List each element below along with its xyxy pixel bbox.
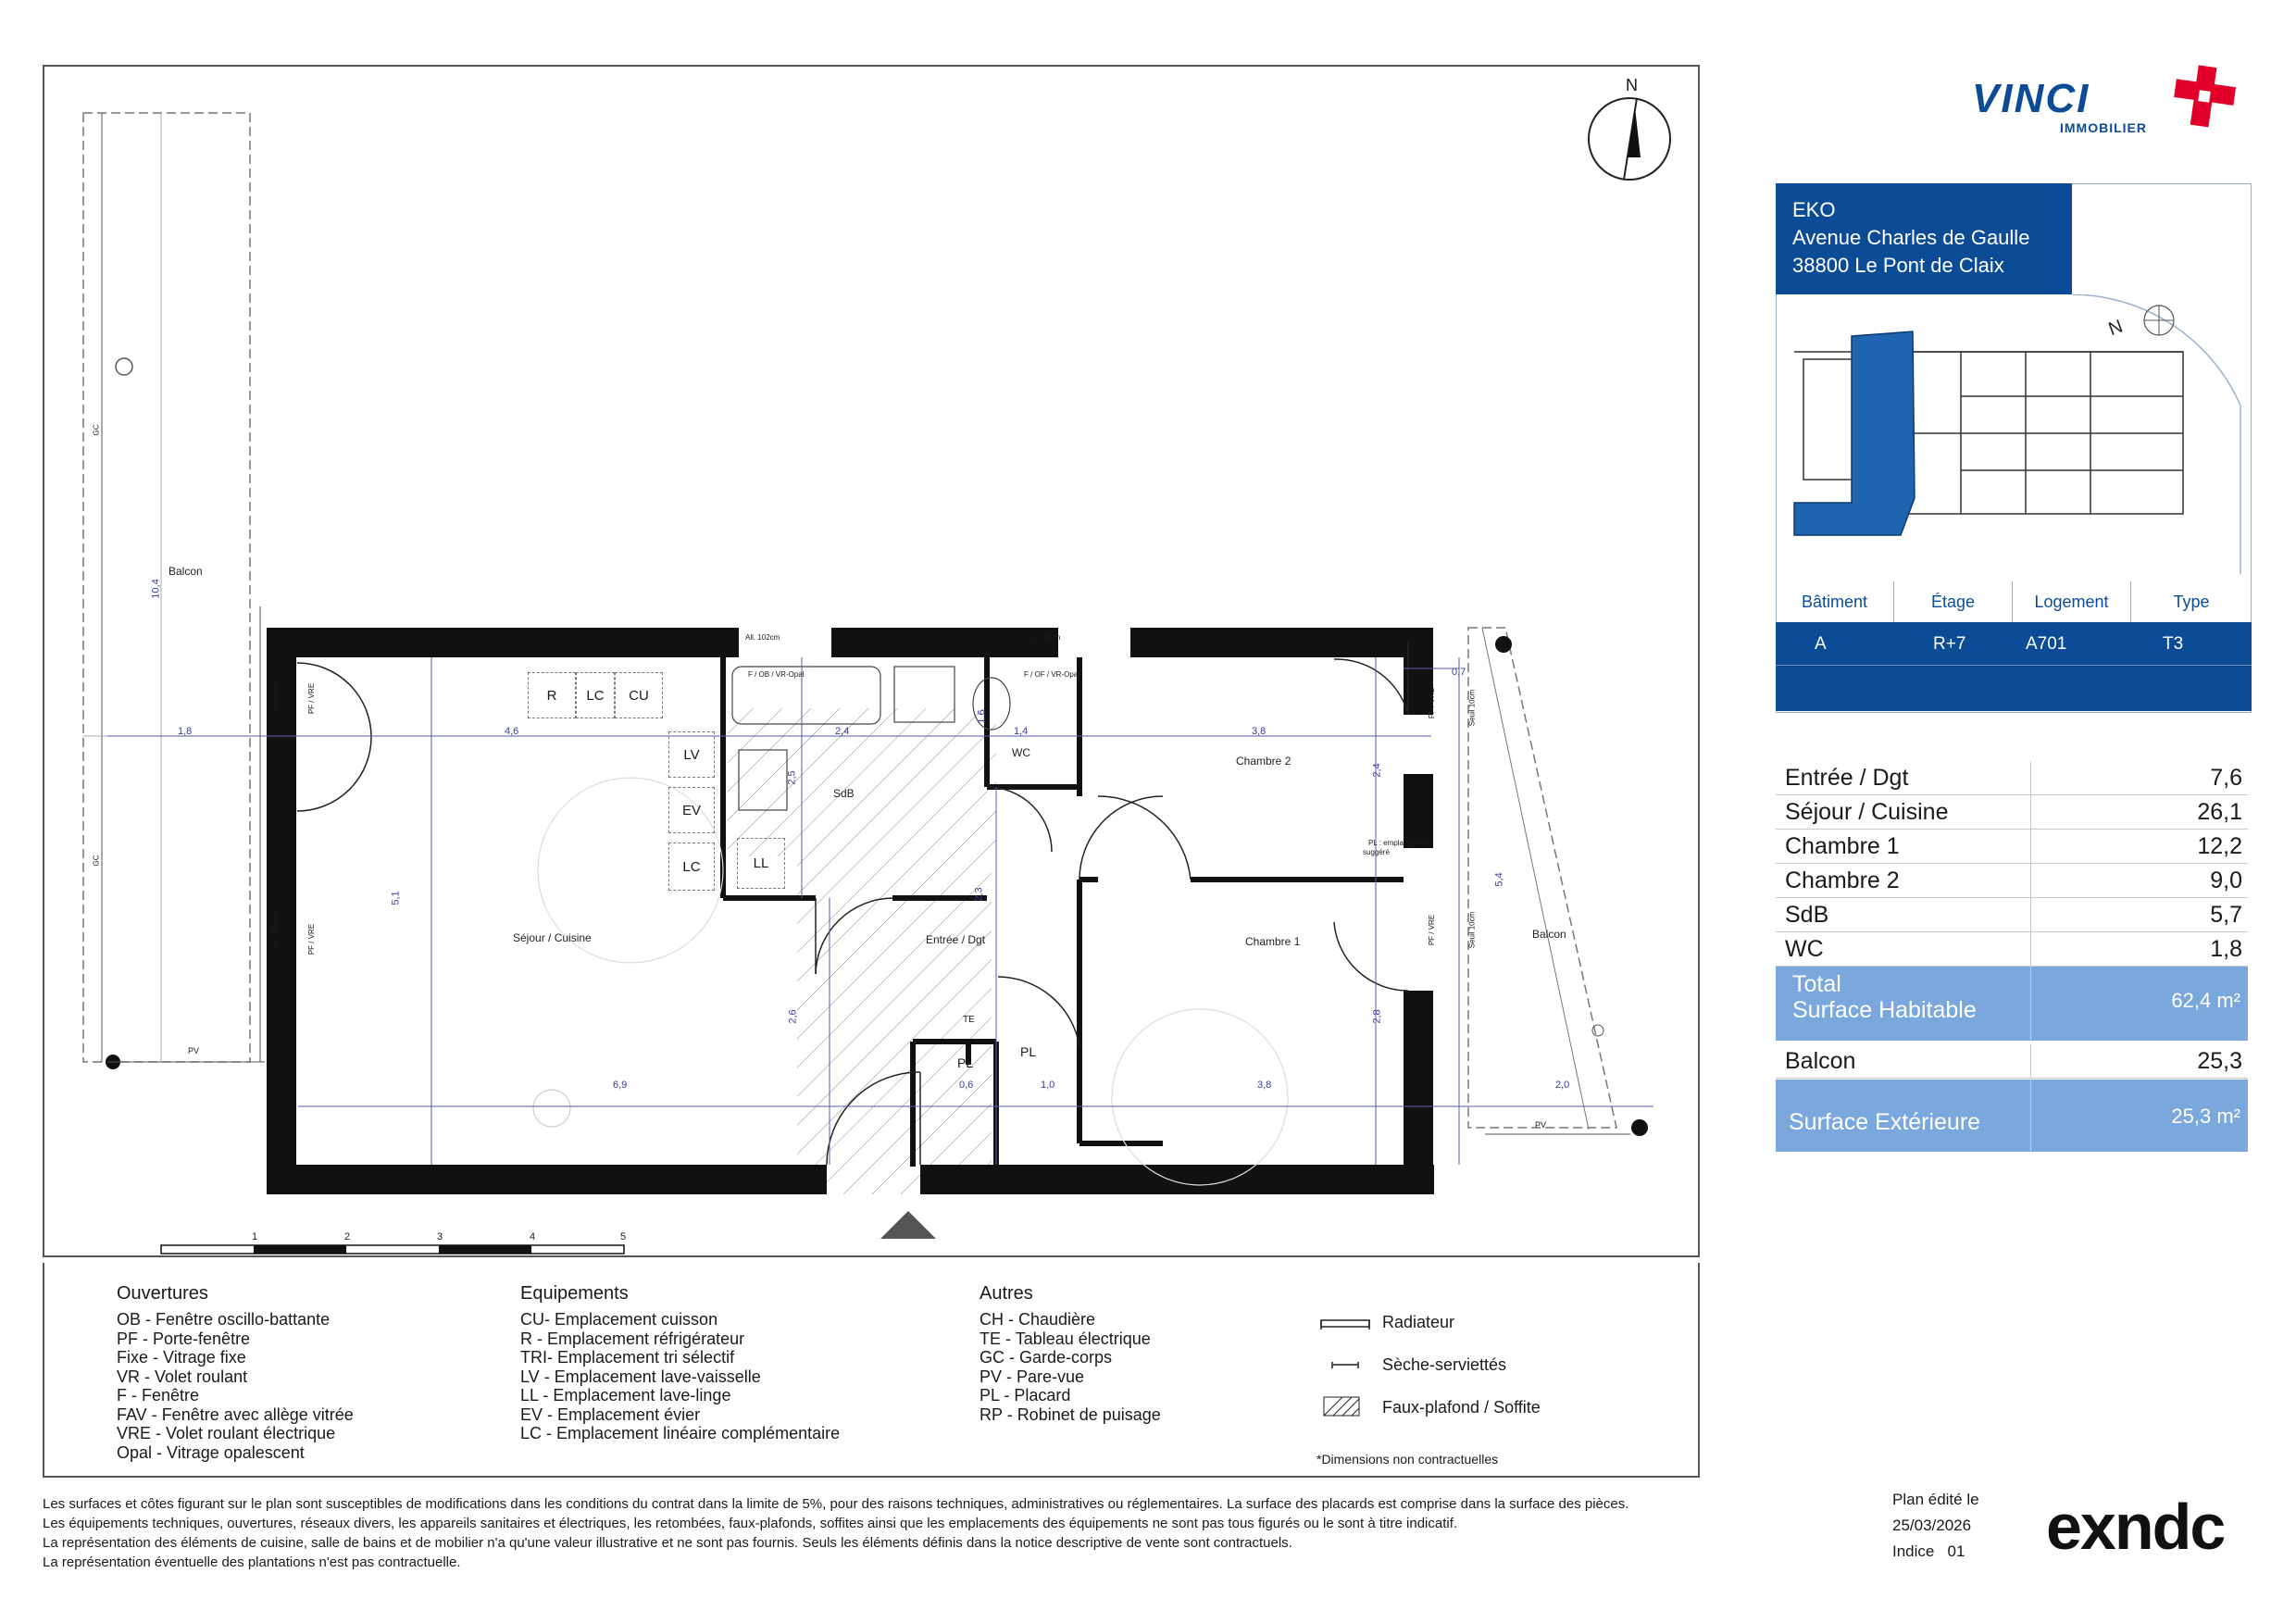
info-header-logement: Logement [2013, 581, 2131, 622]
equip-ev: EV [668, 787, 715, 833]
surface-label: SdB [1785, 902, 1829, 928]
legend-sep: - [532, 1329, 547, 1348]
legend-sep: - [140, 1367, 156, 1386]
legend-autres-item [980, 1405, 1161, 1425]
legend-code: LC [520, 1424, 543, 1442]
legend-equipements-item [520, 1330, 840, 1349]
balcon-label: Balcon [1785, 1048, 1856, 1074]
left-balcony [83, 113, 265, 1069]
surface-value: 5,7 [2210, 902, 2242, 928]
legend-autres-item [980, 1386, 1161, 1405]
equip-lc: LC [576, 672, 615, 718]
legend-sep: - [1004, 1310, 1018, 1329]
exterior-value: 25,3 m² [2171, 1105, 2240, 1128]
equip-lc2: LC [668, 843, 715, 891]
info-values-divider [1776, 665, 2252, 666]
exterior-row [1776, 1080, 2248, 1152]
legend-code: LV [520, 1367, 540, 1386]
legend-code: FAV [117, 1405, 147, 1424]
logo-wordmark: VINCI [1972, 76, 2090, 121]
scale-tick-4: 4 [530, 1231, 536, 1242]
legend-sep: - [141, 1310, 156, 1329]
room-chambre1: Chambre 1 [1245, 935, 1301, 948]
surface-value: 26,1 [2197, 799, 2242, 825]
legend-label: Garde-corps [1019, 1348, 1113, 1367]
legend-seche: Sèche-serviettés [1382, 1355, 1507, 1374]
total-label-1: Total [1792, 971, 1841, 997]
legend-ouvertures-item [117, 1405, 354, 1425]
legend-code: PF [117, 1329, 139, 1348]
legend-label: Emplacement cuisson [555, 1310, 718, 1329]
dim-10-4: 10,4 [150, 579, 162, 599]
legend-autres-item [980, 1348, 1161, 1367]
scale-tick-3: 3 [437, 1231, 443, 1242]
surface-label: Chambre 2 [1785, 868, 1900, 893]
hatch-entree [797, 856, 992, 1194]
legend-code: LL [520, 1386, 539, 1405]
legend-label: Vitrage fixe [163, 1348, 246, 1367]
dim-0-7: 0,7 [1452, 667, 1466, 678]
room-balcon-left: Balcon [168, 565, 203, 578]
legend-sep: - [1002, 1367, 1017, 1386]
equip-pl1: PL [957, 1055, 974, 1070]
info-header-etage: Étage [1894, 581, 2013, 622]
note-pf-1: PF / VRE [307, 682, 317, 715]
dim-2-4: 2,4 [835, 726, 850, 737]
dim-4-6: 4,6 [505, 726, 519, 737]
legend-label: Porte-fenêtre [153, 1329, 251, 1348]
program-address: Avenue Charles de Gaulle [1792, 226, 2030, 249]
towel-dryer-icon [1319, 1359, 1371, 1372]
info-value-batiment: A [1815, 634, 1827, 654]
legend-code: GC [980, 1348, 1004, 1367]
legend-sep: - [544, 1310, 555, 1329]
legend-sep: - [151, 1424, 167, 1442]
note-win-2: F / OF / VR-Opal [1024, 670, 1080, 679]
equip-gc2: GC [92, 855, 101, 867]
balcon-row [1776, 1044, 2248, 1079]
mini-building-plan [1776, 294, 2252, 574]
scale-tick-5: 5 [620, 1231, 627, 1242]
dim-2-6: 2,6 [787, 1009, 799, 1024]
legend-code: OB [117, 1310, 142, 1329]
legend-ouvertures-item [117, 1443, 354, 1463]
dim-5-4: 5,4 [1493, 872, 1505, 887]
surface-label: Chambre 1 [1785, 833, 1900, 859]
note-alt-2: All. 102cm [1026, 633, 1061, 642]
surface-value: 7,6 [2210, 765, 2242, 791]
room-wc: WC [1012, 746, 1030, 759]
program-header [1776, 183, 2072, 294]
legend-label: Fenêtre [142, 1386, 200, 1405]
room-entree: Entrée / Dgt [926, 933, 986, 946]
legend-sep: - [1002, 1405, 1017, 1424]
legend-code: F [117, 1386, 127, 1405]
legend-label: Emplacement réfrigérateur [547, 1329, 745, 1348]
legend-code: CH [980, 1310, 1004, 1329]
total-label-2: Surface Habitable [1792, 997, 1977, 1023]
agency-logo: exndc [2046, 1491, 2225, 1563]
legend-code: PV [980, 1367, 1003, 1386]
note-alt-3: All. 102cm [270, 912, 280, 948]
legend-equipements-item [520, 1424, 840, 1443]
edition-block [1892, 1487, 1979, 1565]
legend-label: Robinet de puisage [1017, 1405, 1161, 1424]
surface-row [1776, 830, 2248, 864]
scale-tick-1: 1 [252, 1231, 258, 1242]
dim-2-8: 2,8 [1371, 1009, 1383, 1024]
program-name: EKO [1792, 198, 1836, 221]
surface-row [1776, 864, 2248, 898]
note-pf-3: PF / VRE [1428, 687, 1437, 719]
legend-label: Tableau électrique [1015, 1329, 1151, 1348]
legend-radiateur: Radiateur [1382, 1313, 1455, 1331]
legend-sep: - [1001, 1329, 1016, 1348]
info-value-logement: A701 [2026, 634, 2067, 654]
legend-label: Volet roulant [155, 1367, 248, 1386]
equip-te: TE [963, 1015, 975, 1025]
legend-ouvertures-item [117, 1386, 354, 1405]
equip-pl2: PL [1020, 1044, 1037, 1059]
legend-code: Opal [117, 1442, 153, 1462]
disclaimer-line-1: Les surfaces et côtes figurant sur le plan sont susceptibles de modifications dans les conditions du contrat dans la limite de 5%, pour des raisons techniques, administratives ou réglementaires. La surface des placards est comprise dans la surface des pièces. [43, 1496, 1629, 1512]
vinci-logo [1972, 63, 2240, 137]
legend-label: Placard [1014, 1386, 1071, 1405]
legend-equipements [520, 1283, 840, 1443]
scale-bar [161, 1245, 624, 1254]
disclaimer-line-2: Les équipements techniques, ouvertures, réseaux divers, les appareils sanitaires et électriques, les retombées, faux-plafonds, soffites ainsi que les emplacements des équipements ne sont pas tous figurés ou le sont à titre indicatif. [43, 1516, 1458, 1531]
legend-sep: - [538, 1386, 554, 1405]
program-city: 38800 Le Pont de Claix [1792, 254, 2004, 277]
surface-row [1776, 898, 2248, 932]
legend-label: Emplacement tri sélectif [557, 1348, 735, 1367]
surface-value: 12,2 [2197, 833, 2242, 859]
legend-sep: - [1004, 1348, 1019, 1367]
legend-sep: - [539, 1367, 555, 1386]
legend-sep: - [146, 1405, 162, 1424]
legend-sep: - [127, 1386, 142, 1405]
note-win-1: F / OB / VR-Opal [748, 670, 805, 679]
equip-pv2: PV [1535, 1120, 1547, 1130]
legend-code: Fixe [117, 1348, 149, 1367]
legend-label: Volet roulant électrique [166, 1424, 336, 1442]
legend-autres [980, 1283, 1161, 1424]
legend-label: Fenêtre oscillo-battante [156, 1310, 331, 1329]
legend-ouvertures [117, 1283, 354, 1462]
legend-sep: - [138, 1329, 154, 1348]
mini-plan-highlight [1794, 331, 1915, 535]
legend-ouvertures-title: Ouvertures [117, 1283, 208, 1304]
room-balcon-right: Balcon [1532, 928, 1566, 941]
floor-plan [43, 65, 1700, 1257]
surface-label: WC [1785, 936, 1824, 962]
surface-value: 1,8 [2210, 936, 2242, 962]
legend-ouvertures-item [117, 1424, 354, 1443]
surface-row [1776, 761, 2248, 795]
edition-date: 25/03/2026 [1892, 1517, 1972, 1534]
info-header-batiment: Bâtiment [1776, 581, 1894, 622]
disclaimer [43, 1494, 1894, 1572]
note-alt-1: All. 102cm [745, 633, 780, 642]
room-sejour: Séjour / Cuisine [513, 931, 592, 944]
legend-code: CU [520, 1310, 544, 1329]
legend-label: Fenêtre avec allège vitrée [161, 1405, 354, 1424]
equip-gc1: GC [92, 424, 101, 436]
legend-ouvertures-item [117, 1367, 354, 1387]
legend-autres-item [980, 1367, 1161, 1387]
logo-subtitle: IMMOBILIER [2060, 120, 2147, 135]
compass-label: N [1626, 76, 1638, 94]
room-chambre2: Chambre 2 [1236, 755, 1292, 768]
equip-pv1: PV [188, 1046, 200, 1055]
legend-sep: - [999, 1386, 1015, 1405]
note-pf-4: PF / VRE [1428, 914, 1437, 946]
dim-0-6: 0,6 [959, 1080, 974, 1091]
dim-1-8: 1,8 [178, 726, 193, 737]
vinci-cross-icon [2171, 63, 2238, 130]
dim-2-4b: 2,4 [1371, 763, 1383, 778]
legend-code: R [520, 1329, 532, 1348]
legend-code: TE [980, 1329, 1002, 1348]
equip-r: R [528, 672, 576, 718]
legend-sep: - [542, 1424, 557, 1442]
legend-code: VRE [117, 1424, 152, 1442]
edition-index: Indice 01 [1892, 1542, 1965, 1560]
legend-equipements-item [520, 1386, 840, 1405]
surface-value: 9,0 [2210, 868, 2242, 893]
legend-ouvertures-item [117, 1310, 354, 1330]
surface-row [1776, 932, 2248, 967]
legend-equipements-title: Equipements [520, 1283, 629, 1304]
mini-compass-label: N [2105, 316, 2126, 341]
disclaimer-line-4: La représentation éventuelle des plantations n'est pas contractuelle. [43, 1554, 461, 1570]
equip-lv: LV [668, 731, 715, 778]
legend-equipements-item [520, 1367, 840, 1387]
total-row [1776, 967, 2248, 1041]
equip-cu: CU [615, 672, 663, 718]
legend-ouvertures-item [117, 1348, 354, 1367]
scale-tick-2: 2 [344, 1231, 351, 1242]
dim-3-8a: 3,8 [1252, 726, 1267, 737]
legend-autres-title: Autres [980, 1283, 1033, 1304]
balcon-value: 25,3 [2197, 1048, 2242, 1074]
equip-ll: LL [737, 838, 785, 889]
surface-label: Entrée / Dgt [1785, 765, 1909, 791]
note-seuil-2: Seuil 10cm [1467, 689, 1477, 727]
dim-1-0: 1,0 [1041, 1080, 1055, 1091]
disclaimer-line-3: La représentation des éléments de cuisine, salle de bains et de mobilier n'a qu'une valeur illustrative et ne sont pas fournis. Seuls les éléments définis dans la notice descriptive de vente sont contractuels. [43, 1535, 1292, 1551]
dim-2-5: 2,5 [786, 770, 798, 785]
dim-3-8b: 3,8 [1257, 1080, 1272, 1091]
dim-5-1: 5,1 [390, 891, 402, 905]
legend-label: Emplacement linéaire complémentaire [556, 1424, 841, 1442]
legend-autres-item [980, 1330, 1161, 1349]
legend-label: Pare-vue [1017, 1367, 1085, 1386]
hatch-icon [1323, 1396, 1360, 1417]
legend-sep: - [543, 1405, 558, 1424]
legend-sep: - [152, 1442, 168, 1462]
legend-code: TRI [520, 1348, 547, 1367]
hatch-sdb [728, 708, 996, 856]
note-pl-1: PL : emplacement [1368, 839, 1429, 847]
legend-label: Chaudière [1018, 1310, 1096, 1329]
note-seuil-1: Seuil 10cm [271, 678, 281, 716]
dim-2-0: 2,0 [1555, 1080, 1570, 1091]
total-value: 62,4 m² [2171, 989, 2240, 1012]
legend-symbols [1319, 1313, 1671, 1442]
legend-faux-plafond: Faux-plafond / Soffite [1382, 1398, 1541, 1417]
info-header-type: Type [2173, 593, 2210, 611]
legend-label: Vitrage opalescent [167, 1442, 305, 1462]
legend-sep: - [547, 1348, 557, 1367]
dim-1-4: 1,4 [1014, 726, 1029, 737]
legend-autres-item [980, 1310, 1161, 1330]
info-value-type: T3 [2163, 634, 2184, 654]
surface-row [1776, 795, 2248, 830]
legend-code: EV [520, 1405, 543, 1424]
room-sdb: SdB [833, 787, 855, 800]
legend-label: Emplacement lave-vaisselle [554, 1367, 761, 1386]
legend-code: VR [117, 1367, 141, 1386]
exterior-label: Surface Extérieure [1789, 1109, 1981, 1135]
note-pf-2: PF / VRE [307, 923, 317, 955]
legend-code: PL [980, 1386, 1000, 1405]
legend-ouvertures-item [117, 1330, 354, 1349]
note-pl-2: suggéré [1363, 848, 1390, 856]
radiator-icon [1319, 1317, 1371, 1331]
legend-code: RP [980, 1405, 1003, 1424]
legend-label: Emplacement évier [557, 1405, 701, 1424]
legend-label: Emplacement lave-linge [553, 1386, 731, 1405]
surface-label: Séjour / Cuisine [1785, 799, 1949, 825]
legend-equipements-item [520, 1405, 840, 1425]
edition-label: Plan édité le [1892, 1491, 1979, 1508]
info-value-etage: R+7 [1933, 634, 1966, 654]
legend-equipements-item [520, 1310, 840, 1330]
dim-2-3: 2,3 [973, 887, 985, 902]
legend-note: *Dimensions non contractuelles [1316, 1452, 1499, 1467]
legend-equipements-item [520, 1348, 840, 1367]
dim-6-9: 6,9 [613, 1080, 628, 1091]
legend-sep: - [148, 1348, 164, 1367]
entrance-arrow-icon [880, 1211, 936, 1239]
dim-1-6: 1,6 [976, 709, 988, 724]
note-seuil-3: Seuil 10cm [1467, 911, 1477, 949]
